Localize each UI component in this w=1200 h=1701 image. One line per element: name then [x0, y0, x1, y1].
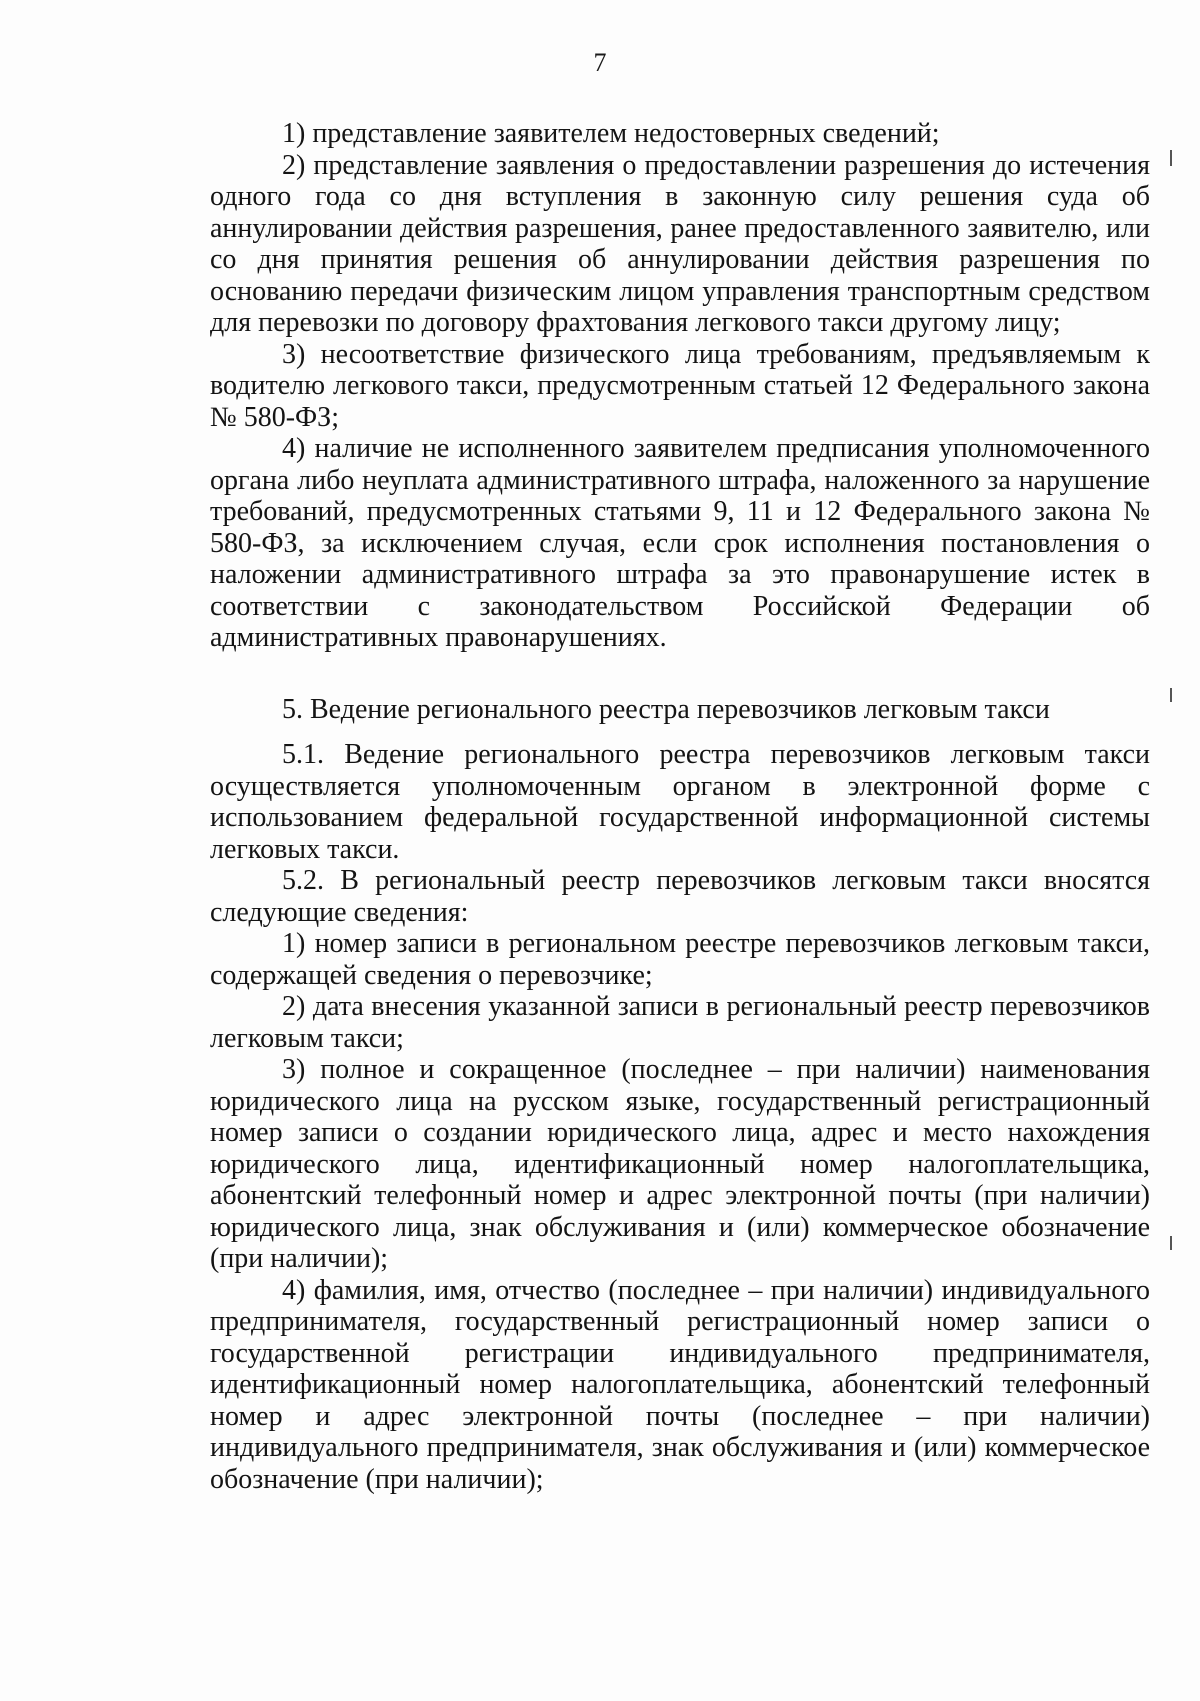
scan-artifact-mark — [1170, 150, 1172, 166]
scan-artifact-mark — [1170, 688, 1172, 702]
paragraph-5-2-item-3: 3) полное и сокращенное (последнее – при наличии) наименования юридического лица на русском языке, государственный регистрационный номер записи о создании юридического лица, адрес и место нахождения юридического лица, идентификационный номер налогоплательщика, абонентский телефонный номер и адрес электронной почты (при наличии) юридического лица, знак обслуживания и (или) коммерческое обозначение (при наличии); — [210, 1054, 1150, 1274]
paragraph-5-2-item-1: 1) номер записи в региональном реестре перевозчиков легковым такси, содержащей сведения о перевозчике; — [210, 928, 1150, 991]
paragraph-5-2: 5.2. В региональный реестр перевозчиков легковым такси вносятся следующие сведения: — [210, 865, 1150, 928]
document-body — [210, 118, 1150, 1495]
paragraph-5-1: 5.1. Ведение регионального реестра перевозчиков легковым такси осуществляется уполномоченным органом в электронной форме с использованием федеральной государственной информационной системы легковых такси. — [210, 739, 1150, 865]
paragraph-item-4: 4) наличие не исполненного заявителем предписания уполномоченного органа либо неуплата административного штрафа, наложенного за нарушение требований, предусмотренных статьями 9, 11 и 12 Федерального закона № 580-ФЗ, за исключением случая, если срок исполнения постановления о наложении административного штрафа за это правонарушение истек в соответствии с законодательством Российской Федерации об административных правонарушениях. — [210, 433, 1150, 653]
paragraph-5-2-item-4: 4) фамилия, имя, отчество (последнее – при наличии) индивидуального предпринимателя, государственный регистрационный номер записи о государственной регистрации индивидуального предпринимателя, идентификационный номер налогоплательщика, абонентский телефонный номер и адрес электронной почты (последнее – при наличии) индивидуального предпринимателя, знак обслуживания и (или) коммерческое обозначение (при наличии); — [210, 1274, 1150, 1495]
page-number: 7 — [593, 48, 607, 77]
paragraph-item-3: 3) несоответствие физического лица требованиям, предъявляемым к водителю легкового такси, предусмотренным статьей 12 Федерального закона № 580-ФЗ; — [210, 338, 1150, 433]
paragraph-5-2-item-2: 2) дата внесения указанной записи в региональный реестр перевозчиков легковым такси; — [210, 991, 1150, 1054]
scan-artifact-mark — [1170, 1236, 1172, 1250]
section-heading: 5. Ведение регионального реестра перевозчиков легковым такси — [282, 693, 1050, 725]
paragraph-item-2: 2) представление заявления о предоставлении разрешения до истечения одного года со дня вступления в законную силу решения суда об аннулировании действия разрешения, ранее предоставленного заявителю, или со дня принятия решения об аннулировании действия разрешения по основанию передачи физическим лицом управления транспортным средством для перевозки по договору фрахтования легкового такси другому лицу; — [210, 149, 1150, 338]
paragraph-item-1: 1) представление заявителем недостоверных сведений; — [282, 118, 940, 149]
